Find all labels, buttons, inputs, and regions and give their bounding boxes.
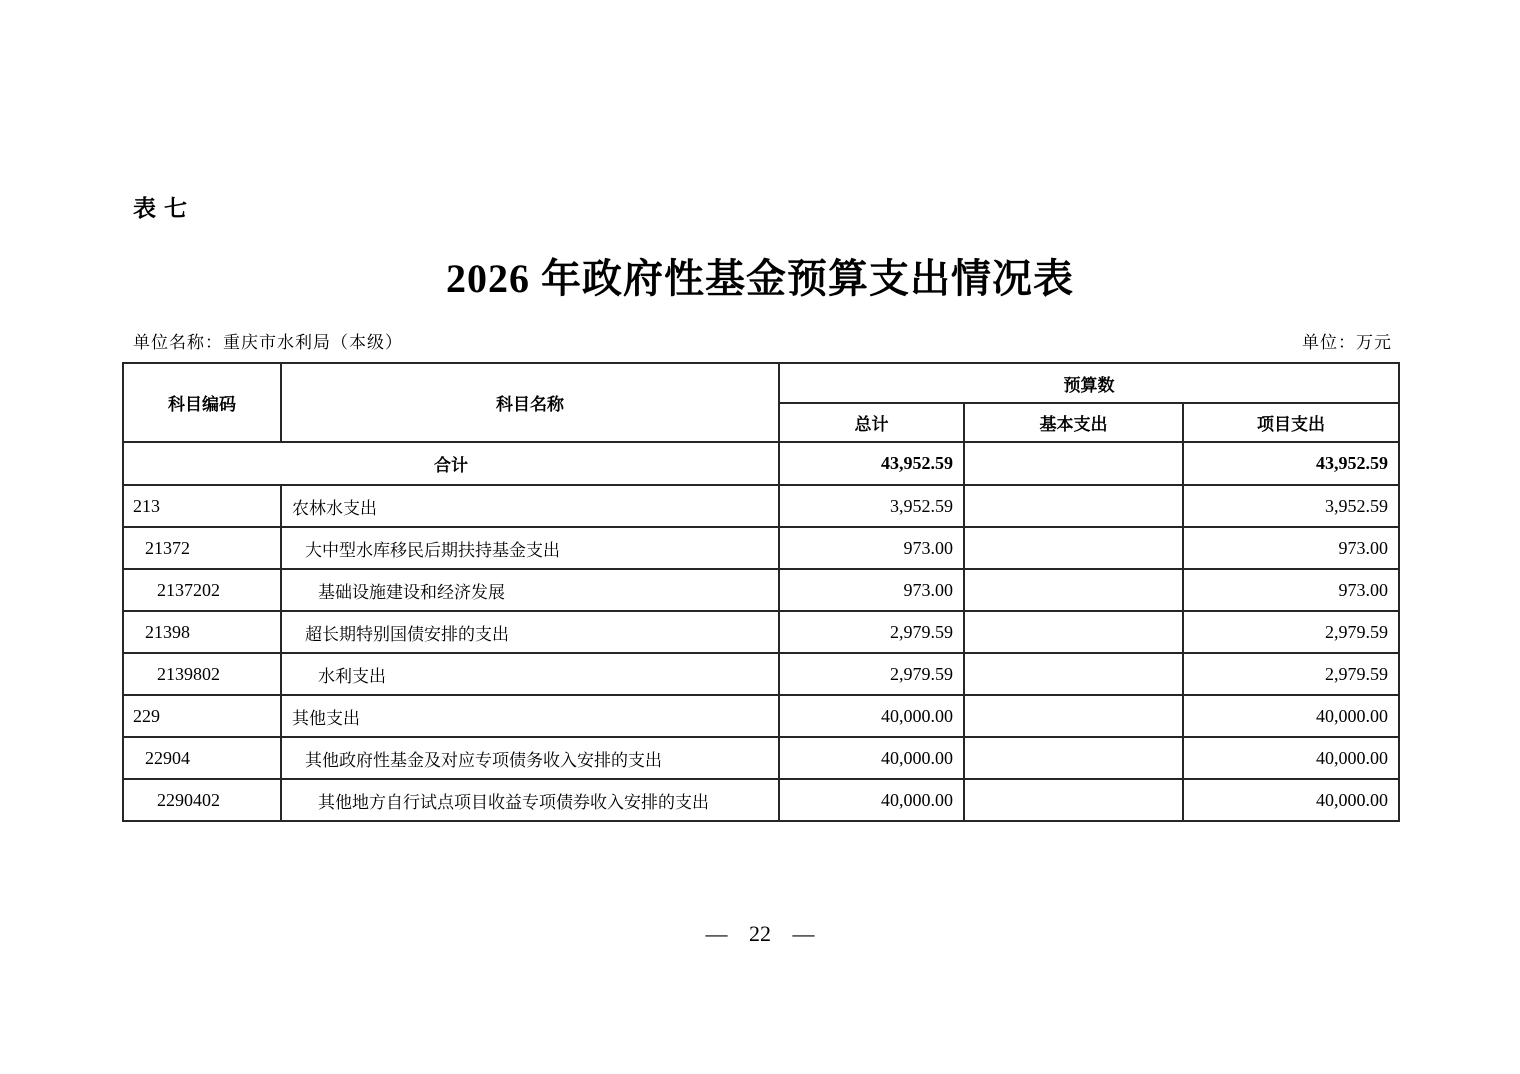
code-cell: 21398 [123, 611, 281, 653]
code-cell: 2139802 [123, 653, 281, 695]
unit-name-label: 单位名称：重庆市水利局（本级） [133, 333, 403, 352]
summary-total-cell: 43,952.59 [779, 442, 964, 485]
code-cell: 213 [123, 485, 281, 527]
project-cell: 40,000.00 [1183, 779, 1399, 821]
total-cell: 3,952.59 [779, 485, 964, 527]
summary-basic-cell [964, 442, 1183, 485]
name-cell: 水利支出 [281, 653, 779, 695]
code-cell: 2290402 [123, 779, 281, 821]
table-number-label: 表七 [133, 195, 195, 221]
header-total: 总计 [779, 403, 964, 442]
header-project-expenditure: 项目支出 [1183, 403, 1399, 442]
total-cell: 2,979.59 [779, 653, 964, 695]
summary-project-cell: 43,952.59 [1183, 442, 1399, 485]
basic-cell [964, 485, 1183, 527]
project-cell: 3,952.59 [1183, 485, 1399, 527]
total-cell: 973.00 [779, 527, 964, 569]
page-number: — 22 — [705, 921, 815, 946]
summary-row [123, 442, 1399, 485]
table-row [123, 737, 1399, 779]
budget-table [122, 362, 1400, 822]
code-cell: 229 [123, 695, 281, 737]
total-cell: 973.00 [779, 569, 964, 611]
name-cell: 其他支出 [281, 695, 779, 737]
header-basic-expenditure: 基本支出 [964, 403, 1183, 442]
basic-cell [964, 779, 1183, 821]
basic-cell [964, 653, 1183, 695]
total-cell: 40,000.00 [779, 695, 964, 737]
table-row [123, 569, 1399, 611]
page-title: 2026 年政府性基金预算支出情况表 [446, 256, 1074, 301]
code-cell: 22904 [123, 737, 281, 779]
project-cell: 973.00 [1183, 527, 1399, 569]
name-cell: 超长期特别国债安排的支出 [281, 611, 779, 653]
table-row [123, 527, 1399, 569]
name-cell: 基础设施建设和经济发展 [281, 569, 779, 611]
project-cell: 40,000.00 [1183, 695, 1399, 737]
table-info-row [133, 328, 1392, 353]
total-cell: 40,000.00 [779, 737, 964, 779]
table-row [123, 695, 1399, 737]
name-cell: 其他政府性基金及对应专项债务收入安排的支出 [281, 737, 779, 779]
basic-cell [964, 569, 1183, 611]
name-cell: 大中型水库移民后期扶持基金支出 [281, 527, 779, 569]
table-body [123, 442, 1399, 821]
total-cell: 2,979.59 [779, 611, 964, 653]
basic-cell [964, 527, 1183, 569]
name-cell: 农林水支出 [281, 485, 779, 527]
header-budget-group: 预算数 [779, 363, 1399, 403]
table-header [123, 363, 1399, 442]
basic-cell [964, 695, 1183, 737]
total-cell: 40,000.00 [779, 779, 964, 821]
summary-label-cell: 合计 [123, 442, 779, 485]
project-cell: 2,979.59 [1183, 653, 1399, 695]
basic-cell [964, 611, 1183, 653]
header-subject-code: 科目编码 [123, 363, 281, 442]
unit-measure-label: 单位：万元 [1302, 333, 1392, 352]
project-cell: 973.00 [1183, 569, 1399, 611]
code-cell: 21372 [123, 527, 281, 569]
table-row [123, 653, 1399, 695]
table-row [123, 485, 1399, 527]
basic-cell [964, 737, 1183, 779]
code-cell: 2137202 [123, 569, 281, 611]
name-cell: 其他地方自行试点项目收益专项债券收入安排的支出 [281, 779, 779, 821]
project-cell: 40,000.00 [1183, 737, 1399, 779]
project-cell: 2,979.59 [1183, 611, 1399, 653]
table-row [123, 779, 1399, 821]
header-subject-name: 科目名称 [281, 363, 779, 442]
table-row [123, 611, 1399, 653]
